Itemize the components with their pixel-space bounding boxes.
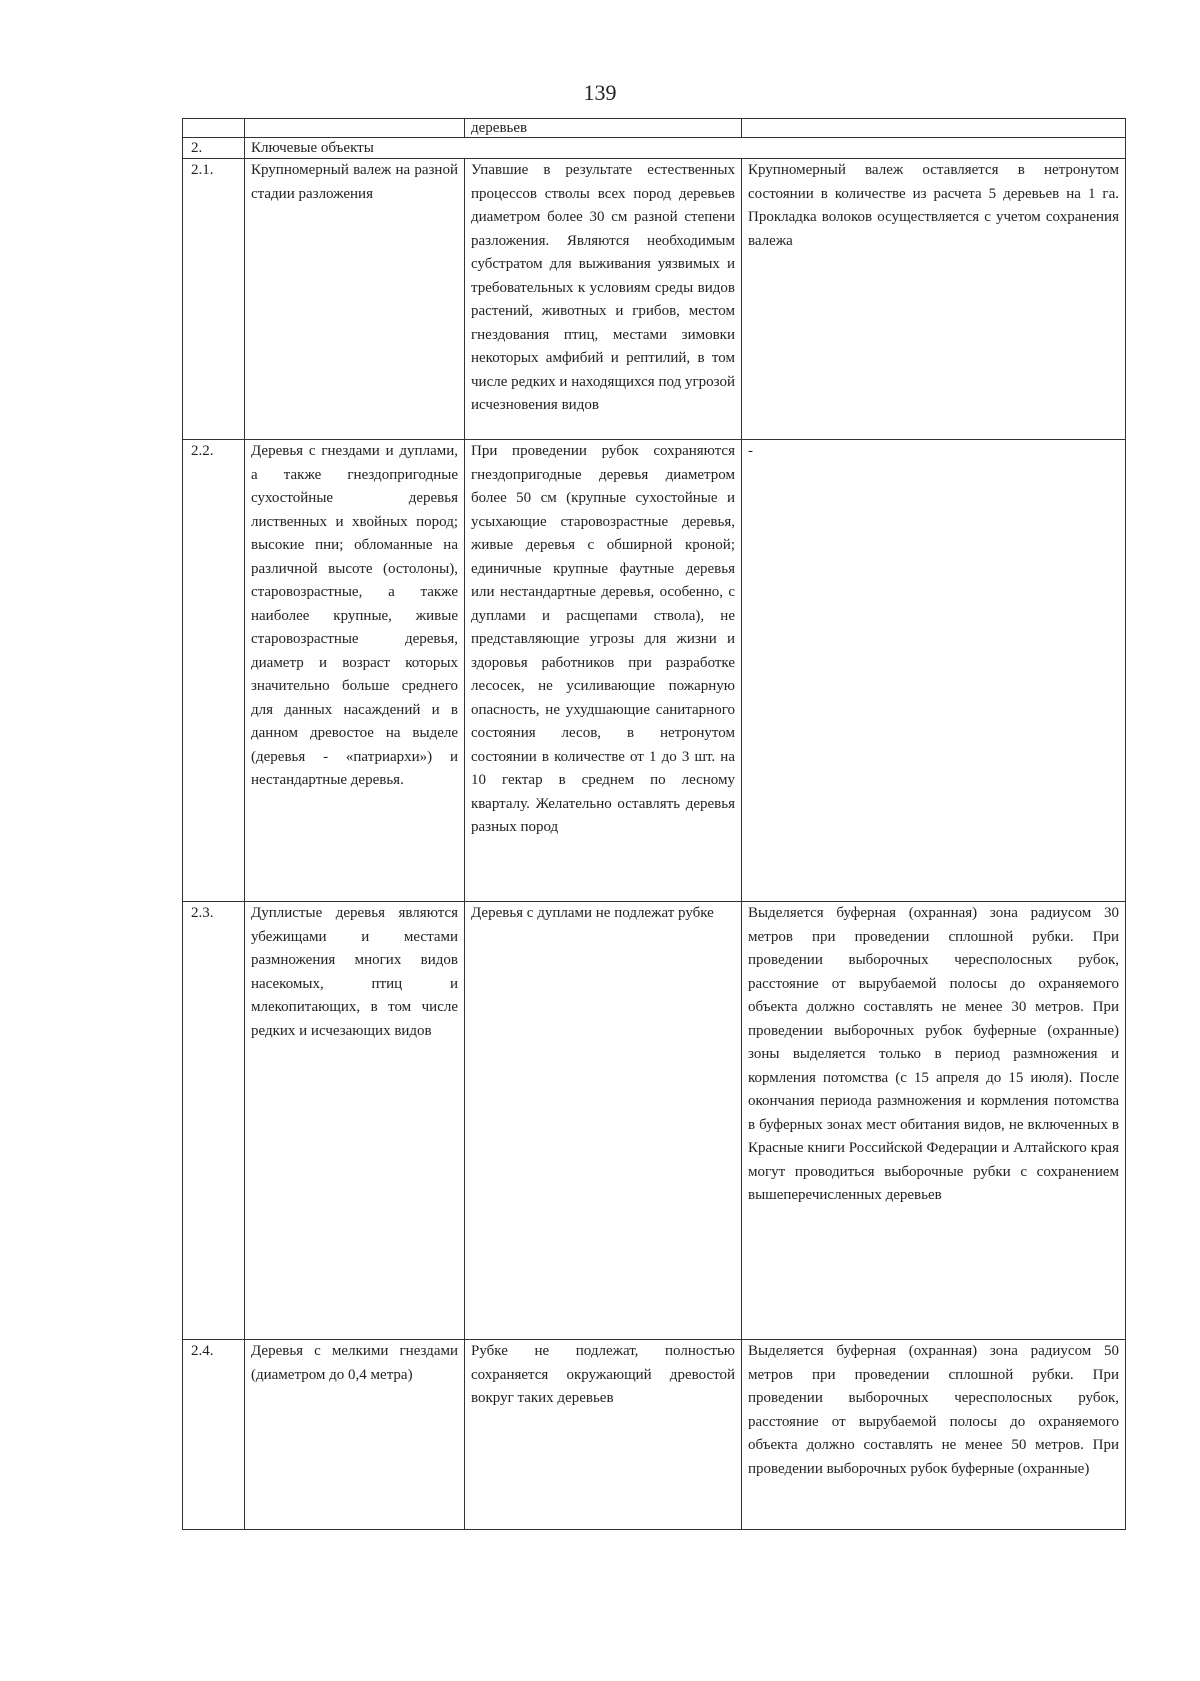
description-cell: Деревья с дуплами не подлежат рубке <box>465 902 742 1340</box>
table-row <box>183 1340 1126 1530</box>
key-objects-table-container <box>182 118 1125 1530</box>
continuation-num-cell <box>183 119 245 138</box>
continuation-description-cell: деревьев <box>465 119 742 138</box>
object-cell: Деревья с гнездами и дуплами, а также гнездопригодные сухостойные деревья лиственных и хвойных пород; высокие пни; обломанные на различной высоте (остолоны), старовозрастные, а также наиболее крупные, живые старовозрастные деревья, диаметр и возраст которых значительно больше среднего для данных насаждений и в данном древостое на выделе (деревья - «патриархи») и нестандартные деревья. <box>245 440 465 902</box>
object-cell: Деревья с мелкими гнездами (диаметром до 0,4 метра) <box>245 1340 465 1530</box>
section-header-row <box>183 138 1126 159</box>
page-number: 139 <box>583 80 617 105</box>
object-cell: Крупномерный валеж на разной стадии разложения <box>245 159 465 440</box>
continuation-measures-cell <box>742 119 1126 138</box>
measures-cell: - <box>742 440 1126 902</box>
description-cell: Упавшие в результате естественных процессов стволы всех пород деревьев диаметром более 30 см разной степени разложения. Являются необходимым субстратом для выживания уязвимых и требовательных к условиям среды видов растений, животных и грибов, местом гнездования птиц, местами зимовки некоторых амфибий и рептилий, в том числе редких и находящихся под угрозой исчезновения видов <box>465 159 742 440</box>
row-number: 2.4. <box>183 1340 245 1530</box>
description-cell: Рубке не подлежат, полностью сохраняется окружающий древостой вокруг таких деревьев <box>465 1340 742 1530</box>
table-row <box>183 440 1126 902</box>
description-cell: При проведении рубок сохраняются гнездопригодные деревья диаметром более 50 см (крупные сухостойные и усыхающие старовозрастные деревья, живые деревья с обширной кроной; единичные крупные фаутные деревья или нестандартные деревья, особенно, с дуплами и расщепами ствола), не представляющие угрозы для жизни и здоровья работников при разработке лесосек, не усиливающие пожарную опасность, не ухудшающие санитарного состояния лесов, в нетронутом состоянии в количестве от 1 до 3 шт. на 10 гектар в среднем по лесному кварталу. Желательно оставлять деревья разных пород <box>465 440 742 902</box>
key-objects-table <box>182 118 1126 1530</box>
row-number: 2.1. <box>183 159 245 440</box>
row-number: 2.3. <box>183 902 245 1340</box>
section-title: Ключевые объекты <box>245 138 1126 159</box>
table-row <box>183 902 1126 1340</box>
row-number: 2.2. <box>183 440 245 902</box>
continuation-row <box>183 119 1126 138</box>
measures-cell: Выделяется буферная (охранная) зона радиусом 50 метров при проведении сплошной рубки. При проведении выборочных чересполосных рубок, расстояние от вырубаемой полосы до охраняемого объекта должно составлять не менее 50 метров. При проведении выборочных рубок буферные (охранные) <box>742 1340 1126 1530</box>
object-cell: Дуплистые деревья являются убежищами и местами размножения многих видов насекомых, птиц и млекопитающих, в том числе редких и исчезающих видов <box>245 902 465 1340</box>
table-row <box>183 159 1126 440</box>
section-number: 2. <box>183 138 245 159</box>
continuation-object-cell <box>245 119 465 138</box>
measures-cell: Крупномерный валеж оставляется в нетронутом состоянии в количестве из расчета 5 деревьев на 1 га. Прокладка волоков осуществляется с учетом сохранения валежа <box>742 159 1126 440</box>
measures-cell: Выделяется буферная (охранная) зона радиусом 30 метров при проведении сплошной рубки. При проведении выборочных чересполосных рубок, расстояние от вырубаемой полосы до охраняемого объекта должно составлять не менее 30 метров. При проведении выборочных рубок буферные (охранные) зоны выделяется только в период размножения и кормления потомства (с 15 апреля до 15 июля). После окончания периода размножения и кормления потомства в буферных зонах мест обитания видов, не включенных в Красные книги Российской Федерации и Алтайского края могут проводиться выборочные рубки с сохранением вышеперечисленных деревьев <box>742 902 1126 1340</box>
